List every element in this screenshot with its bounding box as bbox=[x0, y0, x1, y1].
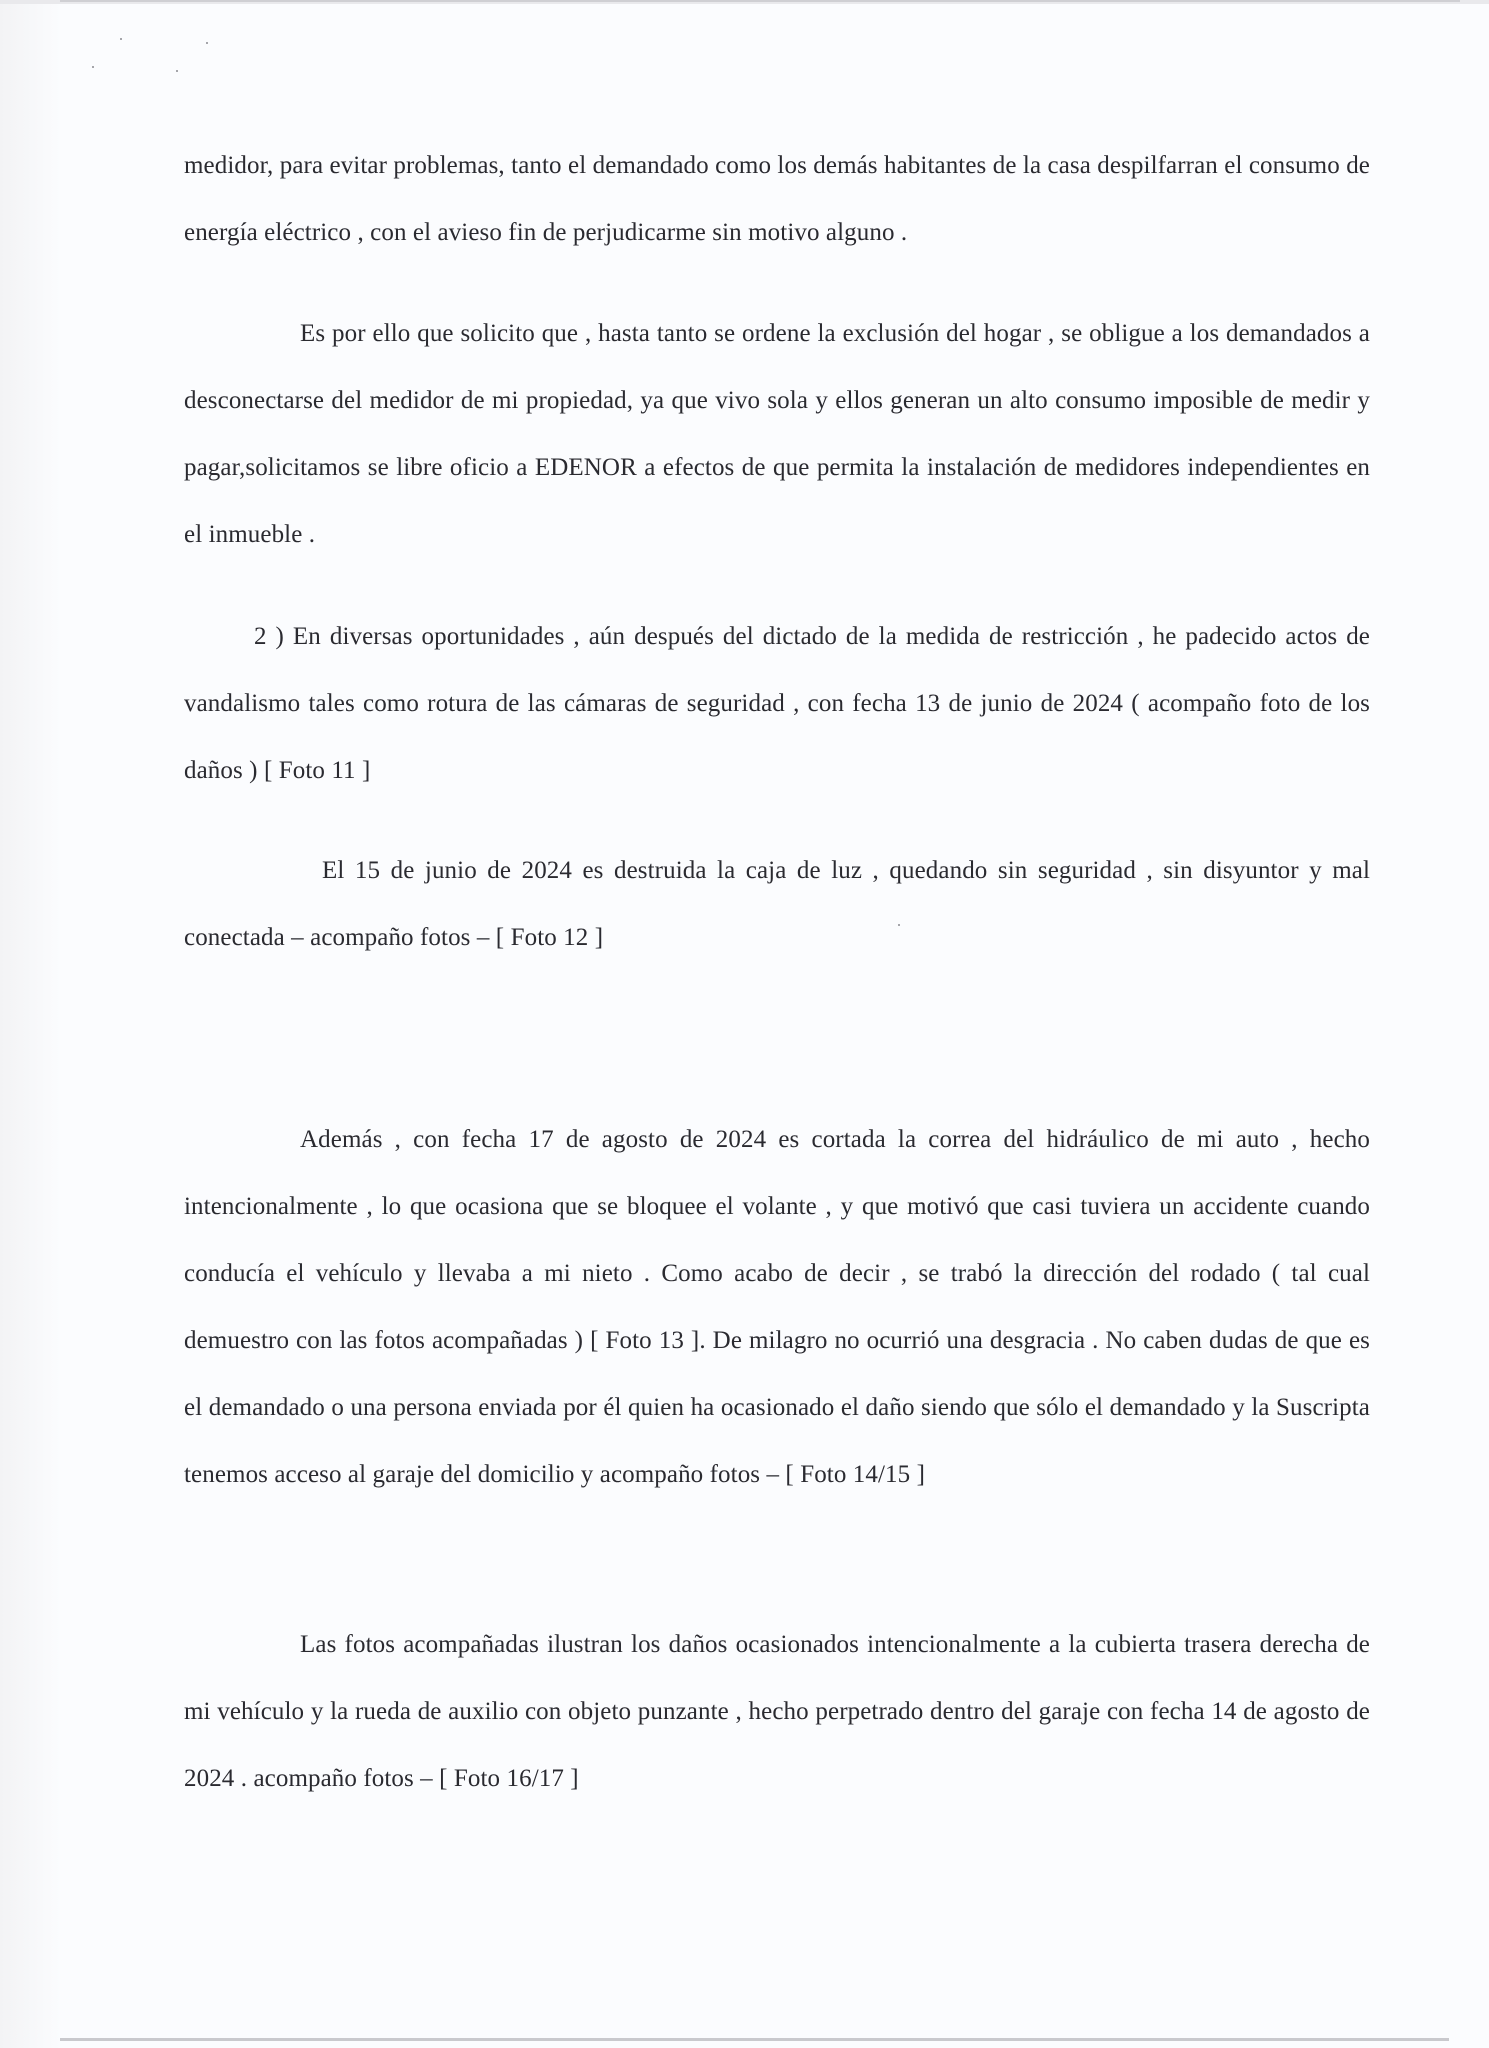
paragraph-correa-hidraulico: Además , con fecha 17 de agosto de 2024 es cortada la correa del hidráulico de mi auto , hecho intencionalmente , lo que ocasiona que se bloquee el volante , y que motivó que casi tuviera un accidente cuando conducía el vehículo y llevaba a mi nieto . Como acabo de decir , se trabó la dirección del rodado ( tal cual demuestro con las fotos acompañadas ) [ Foto 13 ]. De milagro no ocurrió una desgracia . No caben dudas de que es el demandado o una persona enviada por él quien ha ocasionado el daño siendo que sólo el demandado y la Suscripta tenemos acceso al garaje del domicilio y acompaño fotos – [ Foto 14/15 ] bbox=[184, 1126, 1370, 1488]
scan-edge-bottom-line bbox=[60, 2038, 1449, 2041]
scan-speck bbox=[92, 66, 94, 68]
scan-speck bbox=[176, 70, 178, 72]
paragraph-caja-de-luz: El 15 de junio de 2024 es destruida la caja de luz , quedando sin seguridad , sin disyuntor y mal conectada – acompaño fotos – [ Foto 12 ] bbox=[184, 857, 1370, 951]
scan-speck bbox=[120, 38, 122, 40]
scan-speck bbox=[206, 42, 208, 44]
scan-shadow-left bbox=[0, 0, 62, 2048]
paragraph-medidor: medidor, para evitar problemas, tanto el demandado como los demás habitantes de la casa despilfarran el consumo de energía eléctrico , con el avieso fin de perjudicarme sin motivo alguno . bbox=[184, 152, 1370, 246]
scan-edge-top-line bbox=[60, 0, 1460, 2]
paragraph-cubierta-trasera: Las fotos acompañadas ilustran los daños ocasionados intencionalmente a la cubierta trasera derecha de mi vehículo y la rueda de auxilio con objeto punzante , hecho perpetrado dentro del garaje con fecha 14 de agosto de 2024 . acompaño fotos – [ Foto 16/17 ] bbox=[184, 1631, 1370, 1792]
paragraph-item-2-vandalismo: 2 ) En diversas oportunidades , aún después del dictado de la medida de restricción , he padecido actos de vandalismo tales como rotura de las cámaras de seguridad , con fecha 13 de junio de 2024 ( acompaño foto de los daños ) [ Foto 11 ] bbox=[184, 623, 1370, 784]
paragraph-solicitud-medidor: Es por ello que solicito que , hasta tanto se ordene la exclusión del hogar , se obligue a los demandados a desconectarse del medidor de mi propiedad, ya que vivo sola y ellos generan un alto consumo imposible de medir y pagar,solicitamos se libre oficio a EDENOR a efectos de que permita la instalación de medidores independientes en el inmueble . bbox=[184, 320, 1370, 548]
